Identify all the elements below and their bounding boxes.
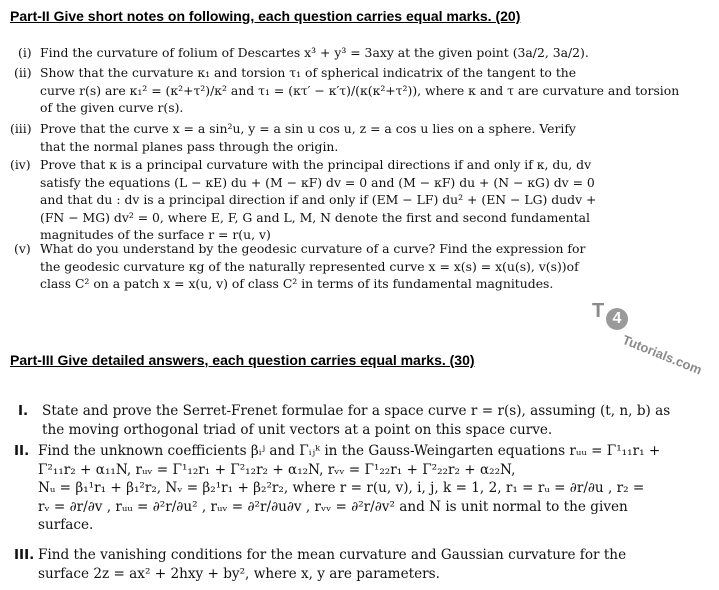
question-line: the moving orthogonal triad of unit vectors at a point on this space curve. [42,421,553,438]
question-line: curve r(s) are κ₁² = (κ²+τ²)/κ² and τ₁ = (κτ′ − κ′τ)/(κ(κ²+τ²)), where κ and τ are curvature and torsion [40,82,680,98]
question-number: II. [14,443,30,459]
question-number: (v) [14,241,31,256]
part2-heading: Part-II Give short notes on following, each question carries equal marks. (20) [10,8,521,24]
question-line: and that du : dv is a principal direction if and only if (EM − LF) du² + (EN − LG) dudv + [40,192,597,208]
question-line: What do you understand by the geodesic curvature of a curve? Find the expression for [40,241,586,256]
watermark-digit: 4 [606,308,628,330]
question-number: (i) [18,45,32,60]
question-number: I. [18,403,29,419]
watermark-letter: T [592,300,605,322]
question-line: Prove that κ is a principal curvature with the principal directions if and only if κ, du, dv [40,157,592,172]
question-number: (iv) [10,157,31,172]
question-line: satisfy the equations (L − κE) du + (M − κF) dv = 0 and (M − κF) du + (N − κG) dv = 0 [40,174,595,190]
watermark-text: Tutorials.com [620,332,705,378]
question-line: class C² on a patch x = x(u, v) of class C² in terms of its fundamental magnitudes. [40,276,554,292]
question-line: magnitudes of the surface r = r(u, v) [40,227,271,243]
question-line: Find the vanishing conditions for the mean curvature and Gaussian curvature for the [38,547,627,563]
question-line: Γ²₁₁r₂ + α₁₁N, rᵤᵥ = Γ¹₁₂r₁ + Γ²₁₂r₂ + α₁₂N, rᵥᵥ = Γ¹₂₂r₁ + Γ²₂₂r₂ + α₂₂N, [38,461,516,478]
question-line: Show that the curvature κ₁ and torsion τ₁ of spherical indicatrix of the tangent to the [40,65,577,80]
question-line: Nᵤ = β₁¹r₁ + β₁²r₂, Nᵥ = β₂¹r₁ + β₂²r₂, where r = r(u, v), i, j, k = 1, 2, r₁ = rᵤ = ∂r/∂u , r₂ = [38,480,645,497]
question-number: (iii) [10,121,32,136]
question-line: Prove that the curve x = a sin²u, y = a sin u cos u, z = a cos u lies on a sphere. Verify [40,121,576,136]
question-line: surface. [38,517,94,534]
question-line: Find the unknown coefficients βᵢʲ and Γᵢⱼᵏ in the Gauss-Weingarten equations rᵤᵤ = Γ¹₁₁r₁ + [38,443,661,459]
question-line: (FN − MG) dv² = 0, where E, F, G and L, M, N denote the first and second fundamental [40,209,590,225]
part3-heading: Part-III Give detailed answers, each question carries equal marks. (30) [10,352,475,368]
question-line: rᵥ = ∂r/∂v , rᵤᵤ = ∂²r/∂u² , rᵤᵥ = ∂²r/∂u∂v , rᵥᵥ = ∂²r/∂v² and N is unit normal to the given [38,498,628,515]
question-line: surface 2z = ax² + 2hxy + by², where x, y are parameters. [38,565,440,582]
question-line: that the normal planes pass through the origin. [40,138,339,154]
question-line: State and prove the Serret-Frenet formulae for a space curve r = r(s), assuming (t, n, b) as [42,403,671,419]
watermark-logo [590,300,719,380]
question-line: the geodesic curvature κg of the naturally represented curve x = x(s) = x(u(s), v(s))of [40,258,579,274]
question-number: III. [14,547,35,563]
question-line: of the given curve r(s). [40,100,184,116]
question-number: (ii) [14,65,32,80]
question-line: Find the curvature of folium of Descartes x³ + y³ = 3axy at the given point (3a/2, 3a/2). [40,45,589,60]
